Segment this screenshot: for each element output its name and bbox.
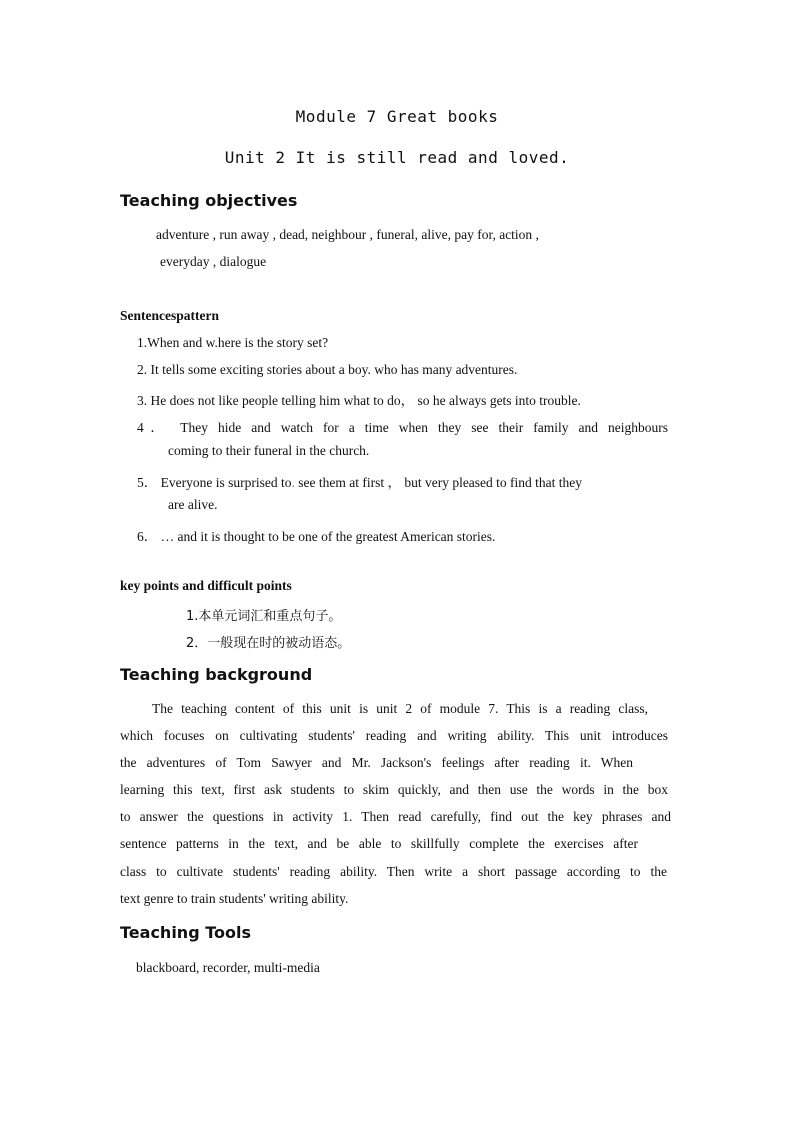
tools-heading: Teaching Tools (120, 923, 251, 942)
sentence-1: 1.When and w.here is the story set? (137, 335, 329, 350)
sentence-6: 6． … and it is thought to be one of the greatest American stories. (137, 529, 496, 544)
sentence-5-line1 (137, 471, 582, 491)
background-line-5: to answer the questions in activity 1. Then read carefully, find out the key phrases and (120, 809, 671, 824)
background-line-8: text genre to train students' writing ability. (120, 891, 349, 906)
objectives-words-line1: adventure , run away , dead, neighbour , funeral, alive, pay for, action , (156, 227, 539, 242)
tools-text: blackboard, recorder, multi-media (136, 960, 320, 975)
background-line-3: the adventures of Tom Sawyer and Mr. Jackson's feelings after reading it. When (120, 755, 633, 770)
sentence-3: 3. He does not like people telling him what to do， so he always gets into trouble. (137, 393, 581, 408)
sentence-5-part-b: see them at first ， but very pleased to find that they (294, 475, 583, 490)
background-line-7: class to cultivate students' reading ability. Then write a short passage according to the (120, 864, 667, 879)
module-title: Module 7 Great books (295, 107, 499, 126)
background-line-6: sentence patterns in the text, and be able to skillfully complete the exercises after (120, 836, 638, 851)
sentence-4-line2: coming to their funeral in the church. (168, 443, 370, 458)
sentence-4-line1: 4． They hide and watch for a time when they see their family and neighbours (137, 420, 668, 435)
key-point-1: 1.本单元词汇和重点句子。 (186, 609, 342, 624)
sentence-2: 2. It tells some exciting stories about a boy. who has many adventures. (137, 362, 518, 377)
key-point-2: 2．一般现在时的被动语态。 (186, 636, 351, 651)
unit-title: Unit 2 It is still read and loved. (224, 148, 570, 167)
objectives-heading: Teaching objectives (120, 191, 298, 210)
sentences-heading: Sentencespattern (120, 308, 219, 323)
sentence-5-part-a: 5． Everyone is surprised to (137, 475, 292, 490)
background-line-1: The teaching content of this unit is unit 2 of module 7. This is a reading class, (152, 701, 648, 716)
sentence-5-line2: are alive. (168, 497, 218, 512)
background-line-2: which focuses on cultivating students' reading and writing ability. This unit introduces (120, 728, 668, 743)
background-line-4: learning this text, first ask students to skim quickly, and then use the words in the box (120, 782, 668, 797)
sentence-5-dot: . (291, 475, 295, 490)
key-points-heading: key points and difficult points (120, 578, 292, 593)
background-heading: Teaching background (120, 665, 313, 684)
objectives-words-line2: everyday , dialogue (160, 254, 267, 269)
